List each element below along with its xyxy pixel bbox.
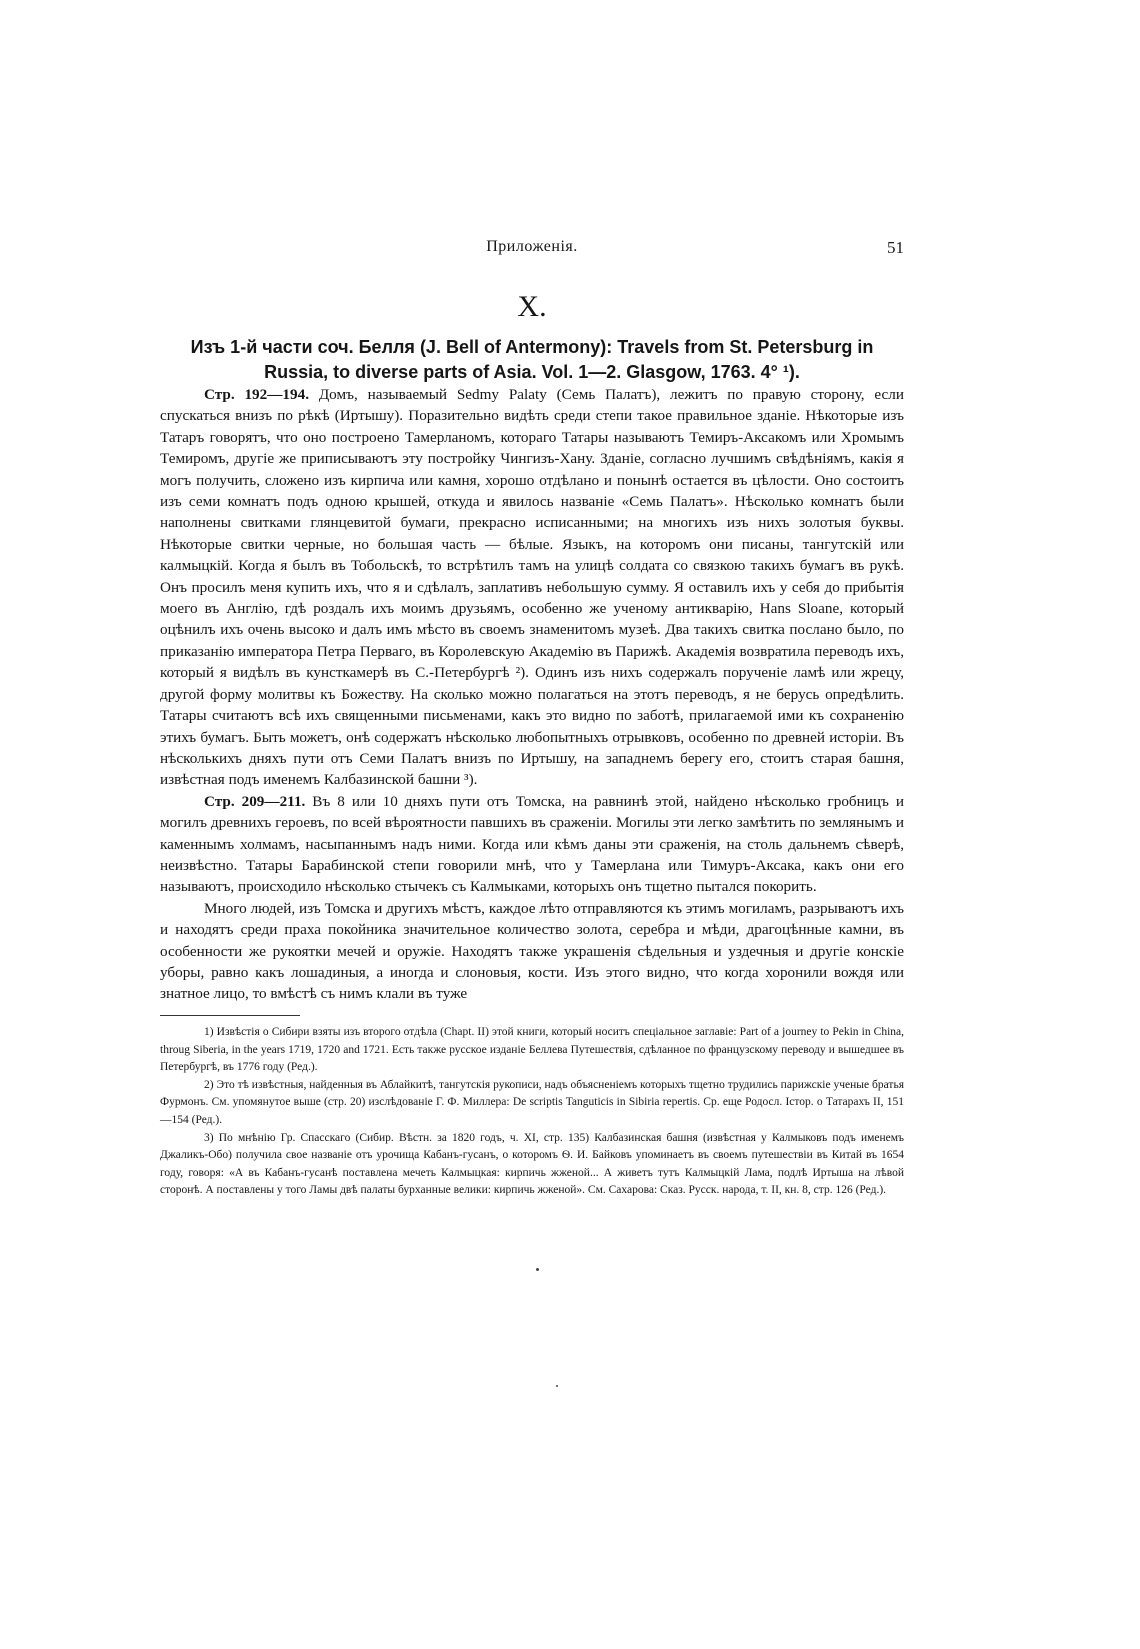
footnotes: [160, 1024, 904, 1200]
page-header: [160, 238, 904, 268]
paragraph-text: Домъ, называемый Sedmy Palaty (Семь Палатъ), лежитъ по правую сторону, если спускаться внизъ по рѣкѣ (Иртышу). Поразительно видѣть среди степи такое правильное зданіе. Нѣкоторые изъ Татаръ говорятъ, что оно построено Тамерланомъ, котораго Татары называютъ Темиръ-Аксакомъ или Хромымъ Темиромъ, другіе же приписываютъ эту постройку Чингизъ-Хану. Зданіе, согласно лучшимъ свѣдѣніямъ, какія я могъ получить, сложено изъ кирпича или камня, хорошо отдѣлано и понынѣ остается въ цѣлости. Оно состоитъ изъ семи комнатъ подъ одною крышей, откуда и явилось названіе «Семь Палатъ». Нѣсколько комнатъ были наполнены свитками глянцевитой бумаги, прекрасно исписанными; на многихъ изъ нихъ золотыя буквы. Нѣкоторые свитки черные, но большая часть — бѣлые. Языкъ, на которомъ они писаны, тангутскій или калмыцкій. Когда я былъ въ Тобольскѣ, то встрѣтилъ тамъ на улицѣ солдата со связкою такихъ бумагъ въ рукѣ. Онъ просилъ меня купить ихъ, что я и сдѣлалъ, заплативъ небольшую сумму. Я оставилъ ихъ у себя до прибытія моего въ Англію, гдѣ роздалъ ихъ моимъ друзьямъ, особенно же ученому антикварію, Hans Sloane, который оцѣнилъ ихъ очень высоко и далъ имъ мѣсто въ своемъ знаменитомъ музеѣ. Два такихъ свитка послано было, по приказанію императора Петра Перваго, въ Королевскую Академію въ Парижѣ. Академія возвратила переводъ ихъ, который я видѣлъ въ кунсткамерѣ въ С.-Петербургѣ ²). Одинъ изъ нихъ содержалъ порученіе ламѣ или жрецу, другой форму молитвы къ Божеству. На сколько можно полагаться на этотъ переводъ, я не берусь опредѣлить. Татары считаютъ всѣ ихъ священными письменами, какъ это видно по заботѣ, прилагаемой ими къ сохраненію этихъ бумагъ. Быть можетъ, онѣ содержатъ нѣсколько любопытныхъ отрывковъ, особенно по древней исторіи. Въ нѣсколькихъ дняхъ пути отъ Семи Палатъ внизъ по Иртышу, на западнемъ берегу его, стоитъ старая башня, извѣстная подъ именемъ Калбазинской башни ³).: [160, 386, 904, 789]
running-head: Приложенія.: [486, 238, 578, 255]
scan-speck: [536, 1268, 539, 1271]
page-reference: Стр. 192—194.: [204, 386, 310, 403]
body-text: [160, 384, 904, 1005]
footnote-divider: [160, 1015, 300, 1016]
section-number: X.: [517, 290, 547, 323]
paragraph-text: Много людей, изъ Томска и другихъ мѣстъ, каждое лѣто отправляются къ этимъ могиламъ, разрываютъ ихъ и находятъ среди праха покойника значительное количество золота, серебра и мѣди, драгоцѣнные камни, въ особенности же рукоятки мечей и оружіе. Находятъ также украшенія сѣдельныя и уздечныя и другіе конскіе уборы, равно какъ лошадиныя, а иногда и слоновыя, кости. Изъ этого видно, что когда хоронили вождя или знатное лицо, то вмѣстѣ съ нимъ клали въ туже: [160, 899, 904, 1003]
scan-speck: [556, 1385, 558, 1387]
page-number: 51: [887, 238, 904, 257]
paragraph-text: Въ 8 или 10 дняхъ пути отъ Томска, на равнинѣ этой, найдено нѣсколько гробницъ и могилъ древнихъ героевъ, по всей вѣроятности павшихъ въ сраженіи. Могилы эти легко замѣтить по землянымъ и каменнымъ холмамъ, насыпаннымъ надъ ними. Когда или кѣмъ даны эти сраженія, на столь дальнемъ сѣверѣ, неизвѣстно. Татары Барабинской степи говорили мнѣ, что у Тамерлана или Тимуръ-Аксака, какъ они его называютъ, происходило нѣсколько стычекъ съ Калмыками, которыхъ онъ тщетно пытался покорить.: [160, 792, 904, 896]
footnote-3: 3) По мнѣнію Гр. Спасскаго (Сибир. Вѣстн. за 1820 годъ, ч. XI, стр. 135) Калбазинская башня (извѣстная у Калмыковъ подъ именемъ Джаликъ-Обо) получила свое названіе отъ урочища Кабанъ-гусанъ, о которомъ Ѳ. И. Байковъ упоминаетъ въ своемъ путешествіи въ Китай въ 1654 году, говоря: «А въ Кабанъ-гусанѣ поставлена мечеть Калмыцкая: кирпичь жженой... А живетъ тутъ Калмыцкій Лама, подлѣ Иртыша на лѣвой сторонѣ. А поставлены у того Ламы двѣ палаты бурханные велики: кирпичь жженой». См. Сахарова: Сказ. Русск. народа, т. II, кн. 8, стр. 126 (Ред.).: [160, 1131, 904, 1197]
page-reference: Стр. 209—211.: [204, 792, 306, 810]
paragraph: [160, 384, 904, 791]
footnote-2: 2) Это тѣ извѣстныя, найденныя въ Аблайкитѣ, тангутскія рукописи, надъ объясненіемъ которыхъ тщетно трудились парижскіе ученые братья Фурмонъ. См. упомянутое выше (стр. 20) изслѣдованіе Г. Ф. Миллера: De scriptis Tanguticis in Sibiria repertis. Ср. еще Родосл. Істор. о Татарахъ II, 151—154 (Ред.).: [160, 1078, 904, 1126]
footnote-1: 1) Извѣстія о Сибири взяты изъ второго отдѣла (Chapt. II) этой книги, который носитъ спеціальное заглавіе: Part of a journey to Pekin in China, throug Siberia, in the years 1719, 1720 and 1721. Есть также русское изданіе Беллева Путешествія, сдѣланное по французскому переводу и вышедшее въ Петербургѣ, въ 1776 году (Ред.).: [160, 1026, 904, 1074]
section-heading: Изъ 1-й части соч. Белля (J. Bell of Antermony): Travels from St. Petersburg in Russia, to diverse parts of Asia. Vol. 1—2. Glasgow, 1763. 4° ¹).: [190, 337, 874, 382]
paragraph: [160, 898, 904, 1005]
paragraph: [160, 791, 904, 898]
